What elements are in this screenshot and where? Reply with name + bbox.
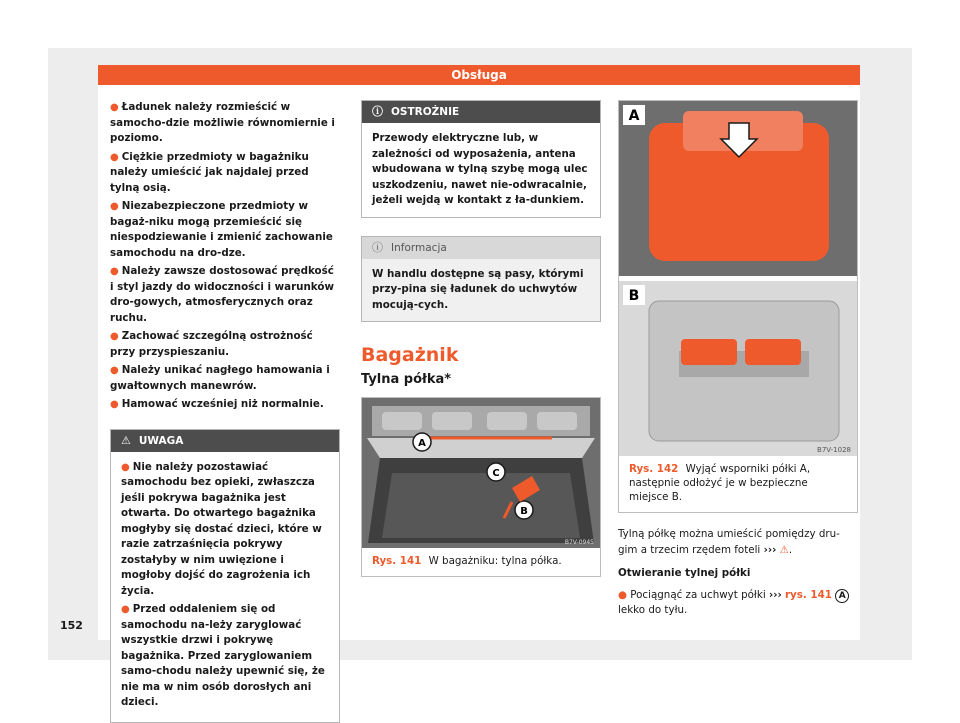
info-icon: ⓘ [372,240,383,254]
bullet-dot-icon: ● [110,201,119,212]
bullet-dot-icon: ● [110,399,119,410]
warning-triangle-icon: ⚠ [121,433,131,447]
caution-box-body: Przewody elektryczne lub, w zależności od wyposażenia, antena wbudowana w tylną szybę mogą ulec uszkodzeniu, nawet nie-odwracalnie, jeżeli wejdą w kontakt z ła-dunkiem. [362,123,600,217]
trunk-illustration [362,398,600,548]
list-item: ● Zachować szczególną ostrożność przy przyspieszaniu. [110,330,313,358]
list-item: ● Nie należy pozostawiać samochodu bez opieki, zwłaszcza jeśli pokrywa bagażnika jest otwarta. Do otwartego bagażnika mogłyby się dostać dzieci, które w razie zatrzaśnięcia pokrywy zostałyby w nim uwięzione i mogłoby dojść do zagrożenia ich życia. [121,460,322,597]
caution-box-header: ⓘ OSTROŻNIE [362,101,600,123]
warning-box [110,429,340,723]
caution-box [361,100,601,218]
info-box-header: ⓘ Informacja [362,237,600,259]
bullet-dot-icon: ● [110,331,119,342]
warning-box-header: ⚠ UWAGA [111,430,339,452]
bullet-dot-icon: ● [618,588,627,601]
list-item: ● Należy unikać nagłego hamowania i gwałtownych manewrów. [110,364,330,392]
list-item: ● Hamować wcześniej niż normalnie. [110,398,324,410]
shelf-supports-illustration [619,101,857,456]
figure-142 [618,100,858,513]
panel-label: A [628,108,640,124]
callout-circle: A [835,589,849,603]
subheading: Otwieranie tylnej półki [618,567,751,579]
bullet-dot-icon: ● [110,102,119,113]
section-title: Bagażnik [361,344,459,366]
figure-code: B7V-1028 [817,446,851,454]
warning-box-body [111,452,339,722]
bullet-dot-icon: ● [110,266,119,277]
right-column [618,100,858,619]
list-item: ● Przed oddaleniem się od samochodu na-leży zaryglować wszystkie drzwi i pokrywę bagażnika. Przed zaryglowaniem samo-chodu należy upewnić się, że nie ma w nim osób dorosłych ani dzieci. [121,603,325,708]
figure-141 [361,397,601,577]
subsection-title: Tylna półka* [361,371,452,387]
shelf-paragraph: Tylną półkę można umieścić pomiędzy dru-gim a trzecim rzędem foteli ››› ⚠. [618,528,840,556]
figure-label: C [492,468,500,479]
figure-label: A [418,438,426,449]
info-box-body: W handlu dostępne są pasy, którymi przy-pina się ładunek do uchwytów mocują-cych. [362,259,600,322]
figure-code: B7V-0945 [564,539,594,546]
info-box [361,236,601,323]
figure-link[interactable]: rys. 141 [784,588,832,601]
bullet-list [110,100,340,413]
list-item: ● Ładunek należy rozmieścić w samocho-dzie możliwie równomiernie i poziomo. [110,101,335,144]
left-column [110,100,340,723]
warning-triangle-icon: ⚠ [779,543,789,556]
figure-caption: Rys. 142 Wyjąć wsporniki półki A, następnie odłożyć je w bezpieczne miejsce B. [629,463,811,503]
page-header: Obsługa [98,65,860,85]
bullet-dot-icon: ● [110,151,119,163]
panel-label: B [628,288,640,304]
middle-column [361,100,601,577]
bullet-dot-icon: ● [121,461,130,473]
bullet-dot-icon: ● [110,365,119,376]
list-item: ● Ciężkie przedmioty w bagażniku należy umieścić jak najdalej przed tylną osią. [110,150,309,194]
page-number: 152 [60,619,83,632]
figure-caption: Rys. 141 W bagażniku: tylna półka. [372,555,562,567]
list-item: ● Należy zawsze dostosować prędkość i styl jazdy do widoczności i warunków dro-gowych, atmosferycznych oraz ruchu. [110,265,334,324]
figure-label: B [520,506,528,517]
step-item: ● Pociągnąć za uchwyt półki ››› rys. 141 A lekko do tyłu. [618,588,858,619]
bullet-dot-icon: ● [121,604,130,615]
list-item: ● Niezabezpieczone przedmioty w bagaż-niku mogą przemieścić się niespodziewanie i zmienić zachowanie samochodu na dro-dze. [110,200,333,259]
caution-circle-icon: ⓘ [372,105,383,118]
